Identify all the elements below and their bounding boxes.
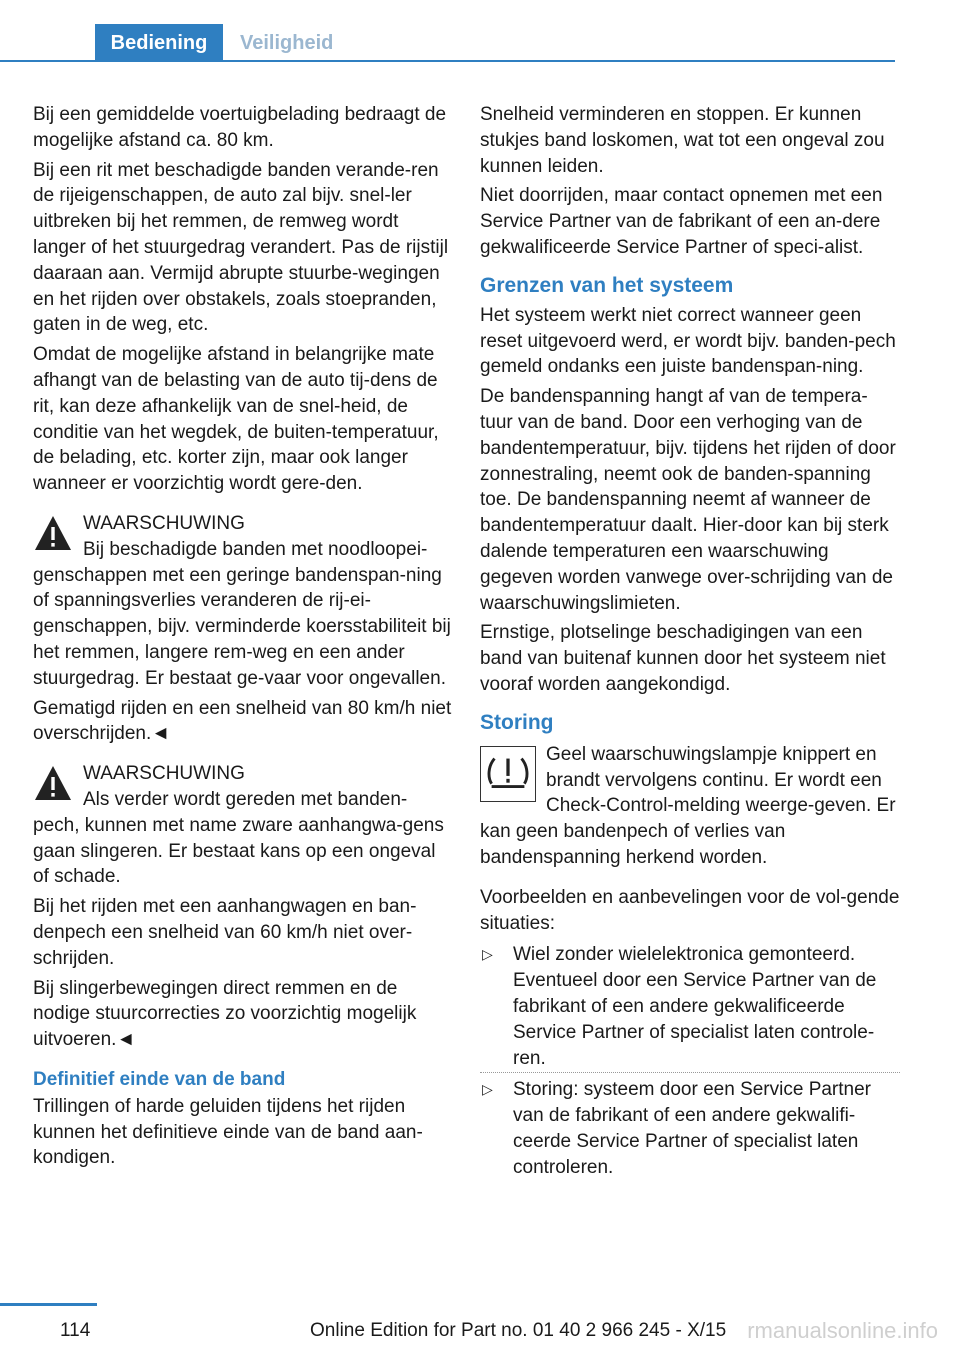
left-column [33,102,453,1175]
warning-text: Bij beschadigde banden met noodloopei-genschappen met een geringe bandenspan-ning of spanningsverlies veranderen de rij-ei-genschappen, bijv. verminderde koersstabiliteit bij het remmen, langere rem-weg en een ander stuurgedrag. Er bestaat ge-vaar voor ongevallen. [33,538,451,689]
tab-bediening[interactable]: Bediening [95,24,223,62]
header-tabs [0,24,895,62]
warning-title: WAARSCHUWING [83,512,245,534]
paragraph: Bij slingerbewegingen direct remmen en de nodige stuurcorrecties zo voorzichtig mogelijk uitvoeren.◄ [33,977,417,1051]
section-heading: Storing [480,710,554,734]
paragraph: Bij het rijden met een aanhangwagen en ban-denpech een snelheid van 60 km/h niet over-schrijden. [33,896,417,969]
footer-rule [0,1303,97,1306]
paragraph: Ernstige, plotselinge beschadigingen van een band van buitenaf kunnen door het systeem niet vooraf worden aangekondigd. [480,622,886,695]
paragraph: Voorbeelden en aanbevelingen voor de vol-gende situaties: [480,886,900,934]
tire-pressure-warning-icon [480,746,536,802]
paragraph: Trillingen of harde geluiden tijdens het rijden kunnen het definitieve einde van de band aan-kondigen. [33,1095,423,1169]
warning-text: Als verder wordt gereden met banden-pech, kunnen met name zware aanhangwa-gens gaan slingeren. Er bestaat kans op een ongeval of schade. [33,788,444,888]
subheading: Definitief einde van de band [33,1068,286,1090]
watermark: rmanualsonline.info [747,1318,938,1343]
paragraph: Omdat de mogelijke afstand in belangrijke mate afhangt van de belasting van de auto tij-dens de rit, kan deze afhankelijk van de snel-heid, de conditie van het wegdek, de buiten-temperatuur, de belading, etc. korter zijn, maar ook langer wanneer er voorzichtig wordt gere-den. [33,344,439,495]
storing-block [480,742,900,871]
triangle-bullet-icon: ▷ [482,1081,493,1098]
paragraph: Gematigd rijden en een snelheid van 80 km/h niet overschrijden.◄ [33,697,452,745]
storing-text: Geel waarschuwingslampje knippert en brandt vervolgens continu. Er wordt een Check-Control-melding weerge-geven. Er kan geen bandenpech of verlies van bandenspanning herkend worden. [480,743,896,868]
list-separator [480,1072,900,1074]
tab-veiligheid[interactable]: Veiligheid [240,32,334,54]
header-rule [0,60,895,62]
warning-triangle-icon [33,513,73,553]
warning-triangle-icon [33,763,73,803]
triangle-bullet-icon: ▷ [482,946,493,963]
paragraph: Snelheid verminderen en stoppen. Er kunnen stukjes band loskomen, wat tot een ongeval zou kunnen leiden. [480,104,885,177]
warning-title: WAARSCHUWING [83,763,245,785]
section-heading: Grenzen van het systeem [480,273,734,297]
list-item [480,1077,900,1180]
paragraph: Niet doorrijden, maar contact opnemen met een Service Partner van de fabrikant of een an-dere gekwalificeerde Service Partner of speci-alist. [480,185,883,258]
right-column [480,102,900,1186]
list-item-text: Wiel zonder wielelektronica gemonteerd. Eventueel door een Service Partner van de fabrikant of een andere gekwalificeerde Service Partner of specialist laten controle-ren. [513,944,877,1069]
recommendation-list [480,942,900,1180]
paragraph: De bandenspanning hangt af van de tempera-tuur van de band. Door een verhoging van de bandentemperatuur, bijv. tijdens het rijden of door zonnestraling, neemt ook de banden-spanning toe. De bandenspanning neemt af wanneer de bandentemperatuur daalt. Hier-door kan bij sterk dalende temperaturen een waarschuwing gegeven worden vanwege over-schrijding van de waarschuwingslimieten. [480,386,896,614]
list-item [480,942,900,1071]
paragraph: Bij een rit met beschadigde banden verande-ren de rijeigenschappen, de auto zal bijv. snel-ler uitbreken bij het remmen, de remweg wordt langer of het stuurgedrag verandert. Pas de rijstijl daaraan aan. Vermijd abrupte stuurbe-wegingen en het rijden over obstakels, zoals stoepranden, gaten in de weg, etc. [33,159,449,336]
paragraph: Het systeem werkt niet correct wanneer geen reset uitgevoerd werd, er wordt bijv. banden-pech gemeld ondanks een juiste bandenspan-ning. [480,304,896,378]
paragraph: Bij een gemiddelde voertuigbelading bedraagt de mogelijke afstand ca. 80 km. [33,104,447,151]
edition-note: Online Edition for Part no. 01 40 2 966 245 - X/15 [310,1320,727,1341]
list-item-text: Storing: systeem door een Service Partner van de fabrikant of een andere gekwalifi-ceerde Service Partner of specialist laten controleren. [513,1079,872,1178]
page-number: 114 [60,1320,91,1341]
warning-block [33,761,453,890]
warning-block [33,511,453,692]
